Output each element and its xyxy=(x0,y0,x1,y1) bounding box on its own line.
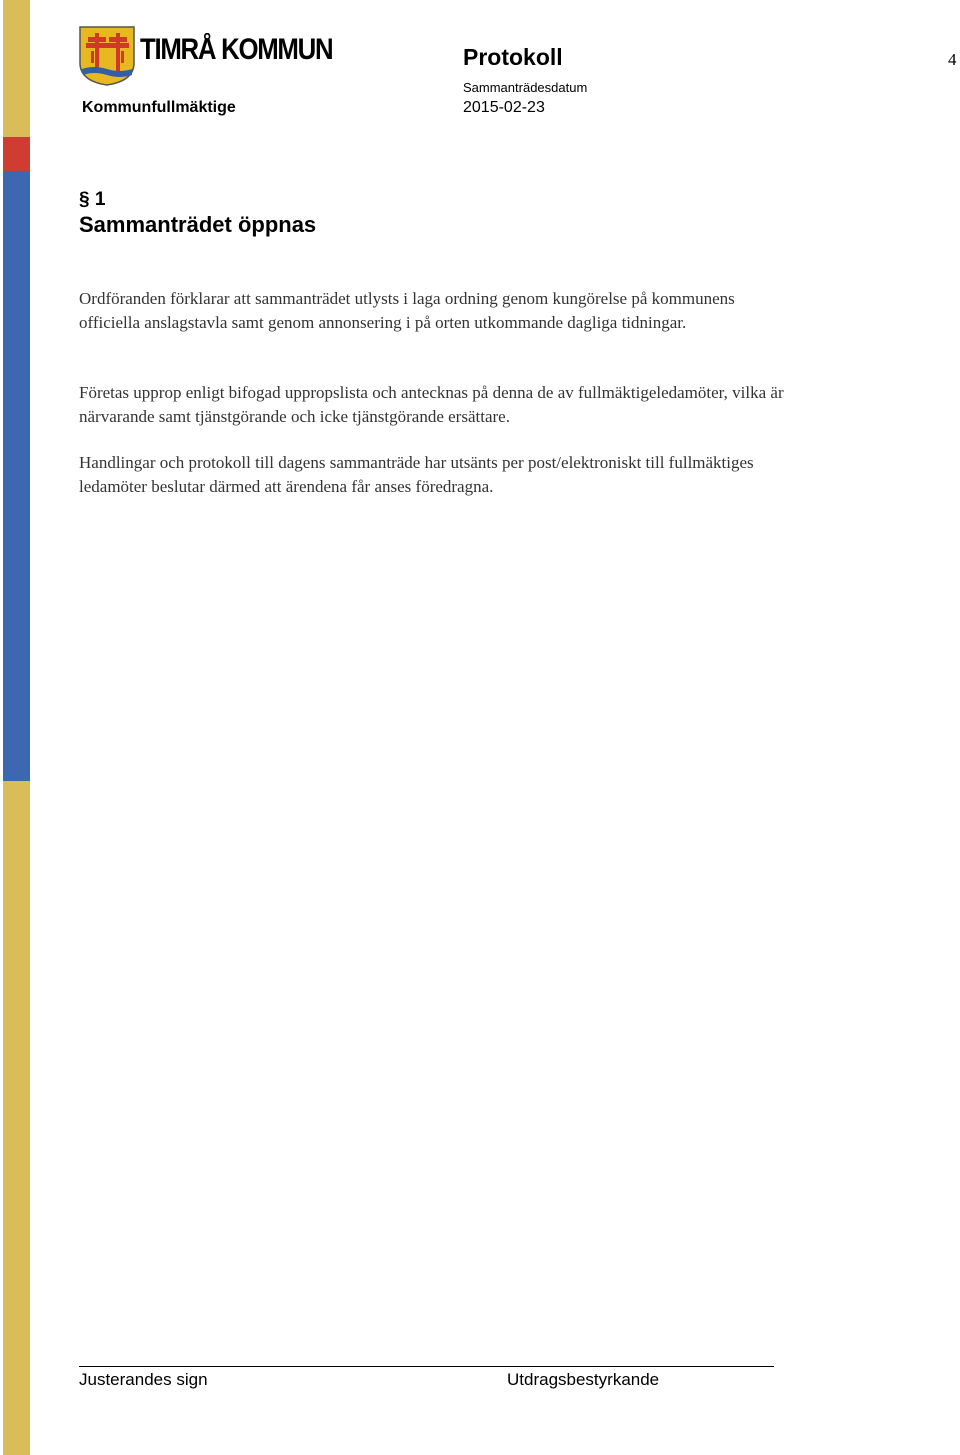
sidebar-stripe-yellow-bottom xyxy=(3,781,30,1455)
sidebar-stripe-blue xyxy=(3,171,30,781)
meeting-date-value: 2015-02-23 xyxy=(463,99,545,116)
page-number: 4 xyxy=(948,50,957,69)
sidebar-stripe-red xyxy=(3,137,30,171)
section-number: § 1 xyxy=(79,189,106,210)
body-paragraph: Företas upprop enligt bifogad uppropslista och antecknas på denna de av fullmäktigeledamöter, vilka är närvarande samt tjänstgörande och icke tjänstgörande ersättare. xyxy=(79,383,784,426)
section-title: Sammanträdet öppnas xyxy=(79,212,317,237)
organization-name: Kommunfullmäktige xyxy=(82,99,236,116)
body-paragraph: Ordföranden förklarar att sammanträdet utlysts i laga ordning genom kungörelse på kommunens officiella anslagstavla samt genom annonsering i på orten utkommande dagliga tidningar. xyxy=(79,289,735,332)
certification-label: Utdragsbestyrkande xyxy=(507,1370,660,1389)
meeting-date-label: Sammanträdesdatum xyxy=(463,80,588,95)
sidebar-stripe-yellow-top xyxy=(3,0,30,137)
body-paragraph: Handlingar och protokoll till dagens sammanträde har utsänts per post/elektroniskt till fullmäktiges ledamöter beslutar därmed att ärendena får anses föredragna. xyxy=(79,453,754,496)
signature-label: Justerandes sign xyxy=(79,1370,208,1389)
document-type: Protokoll xyxy=(463,44,563,70)
signature-line xyxy=(79,1366,774,1367)
timra-coat-of-arms-icon xyxy=(78,25,136,87)
logo-wordmark: TIMRÅ KOMMUN xyxy=(140,33,333,66)
